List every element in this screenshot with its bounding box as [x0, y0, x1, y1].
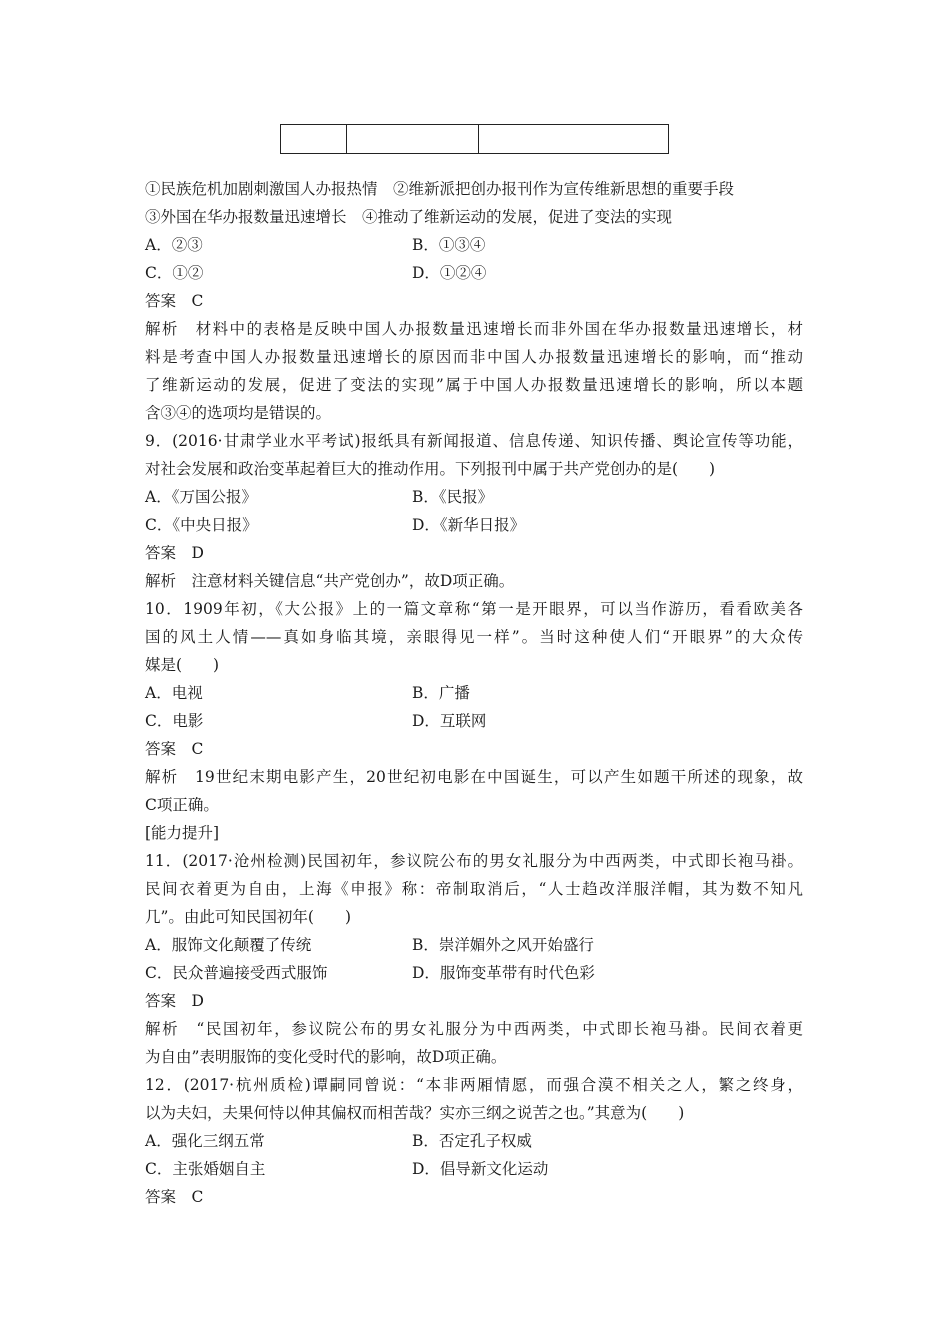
- option-d: D．《新华日报》: [412, 516, 526, 534]
- option-a: A．强化三纲五常: [145, 1132, 265, 1150]
- question-stem: 媒是( ): [145, 656, 220, 674]
- option-b: B．①③④: [412, 236, 486, 254]
- question-stem: 10．1909年初，《大公报》上的一篇文章称“第一是开眼界，可以当作游历，看看欧美各: [145, 600, 803, 618]
- option-d: D．互联网: [412, 712, 487, 730]
- option-a: A．《万国公报》: [145, 488, 257, 506]
- analysis-line: 了维新运动的发展，促进了变法的实现”属于中国人办报数量迅速增长的影响，所以本题: [145, 376, 803, 394]
- analysis-line: C项正确。: [145, 796, 219, 814]
- question-stem: 11．(2017·沧州检测)民国初年，参议院公布的男女礼服分为中西两类，中式即长袍马褂。: [145, 852, 803, 870]
- option-b: B．广播: [412, 684, 470, 702]
- answer: 答案 C: [145, 292, 204, 310]
- option-b: B．崇洋媚外之风开始盛行: [412, 936, 594, 954]
- option-c: C．主张婚姻自主: [145, 1160, 266, 1178]
- option-a: A．②③: [145, 236, 203, 254]
- option-a: A．服饰文化颠覆了传统: [145, 936, 312, 954]
- analysis-line: 解析 注意材料关键信息“共产党创办”，故D项正确。: [145, 572, 515, 590]
- answer: 答案 C: [145, 1188, 204, 1206]
- answer: 答案 C: [145, 740, 204, 758]
- option-c: C．《中央日报》: [145, 516, 258, 534]
- statement-line: ③外国在华办报数量迅速增长 ④推动了维新运动的发展，促进了变法的实现: [145, 208, 673, 226]
- option-b: B．否定孔子权威: [412, 1132, 532, 1150]
- statement-line: ①民族危机加剧刺激国人办报热情 ②维新派把创办报刊作为宣传维新思想的重要手段: [145, 180, 735, 198]
- question-stem: 国的风土人情——真如身临其境，亲眼得见一样”。当时这种使人们“开眼界”的大众传: [145, 628, 803, 646]
- analysis-line: 解析 “民国初年，参议院公布的男女礼服分为中西两类，中式即长袍马褂。民间衣着更: [145, 1020, 803, 1038]
- analysis-line: 料是考查中国人办报数量迅速增长的原因而非中国人办报数量迅速增长的影响，而“推动: [145, 348, 803, 366]
- analysis-line: 解析 材料中的表格是反映中国人办报数量迅速增长而非外国在华办报数量迅速增长，材: [145, 320, 803, 338]
- question-stem: 12．(2017·杭州质检)谭嗣同曾说：“本非两厢情愿，而强合漠不相关之人，繁之终身，: [145, 1076, 803, 1094]
- option-d: D．服饰变革带有时代色彩: [412, 964, 595, 982]
- analysis-line: 解析 19世纪末期电影产生，20世纪初电影在中国诞生，可以产生如题干所述的现象，故: [145, 768, 803, 786]
- section-title: [能力提升]: [145, 824, 220, 842]
- option-c: C．民众普遍接受西式服饰: [145, 964, 328, 982]
- answer: 答案 D: [145, 544, 204, 562]
- option-c: C．①②: [145, 264, 204, 282]
- question-stem: 对社会发展和政治变革起着巨大的推动作用。下列报刊中属于共产党创办的是( ): [145, 460, 716, 478]
- option-b: B．《民报》: [412, 488, 494, 506]
- table-cell: [347, 125, 479, 153]
- analysis-line: 含③④的选项均是错误的。: [145, 404, 332, 422]
- question-stem: 民间衣着更为自由，上海《申报》称：帝制取消后，“人士趋改洋服洋帽，其为数不知凡: [145, 880, 803, 898]
- question-stem: 几”。由此可知民国初年( ): [145, 908, 352, 926]
- analysis-line: 为自由”表明服饰的变化受时代的影响，故D项正确。: [145, 1048, 507, 1066]
- option-a: A．电视: [145, 684, 203, 702]
- option-d: D．①②④: [412, 264, 487, 282]
- question-stem: 以为夫妇，夫果何恃以伸其偏权而相苦哉？实亦三纲之说苦之也。”其意为( ): [145, 1104, 685, 1122]
- option-c: C．电影: [145, 712, 204, 730]
- table-fragment: [280, 124, 669, 154]
- question-stem: 9．(2016·甘肃学业水平考试)报纸具有新闻报道、信息传递、知识传播、舆论宣传等功能，: [145, 432, 803, 450]
- table-cell: [281, 125, 347, 153]
- answer: 答案 D: [145, 992, 204, 1010]
- table-cell: [479, 125, 668, 153]
- option-d: D．倡导新文化运动: [412, 1160, 549, 1178]
